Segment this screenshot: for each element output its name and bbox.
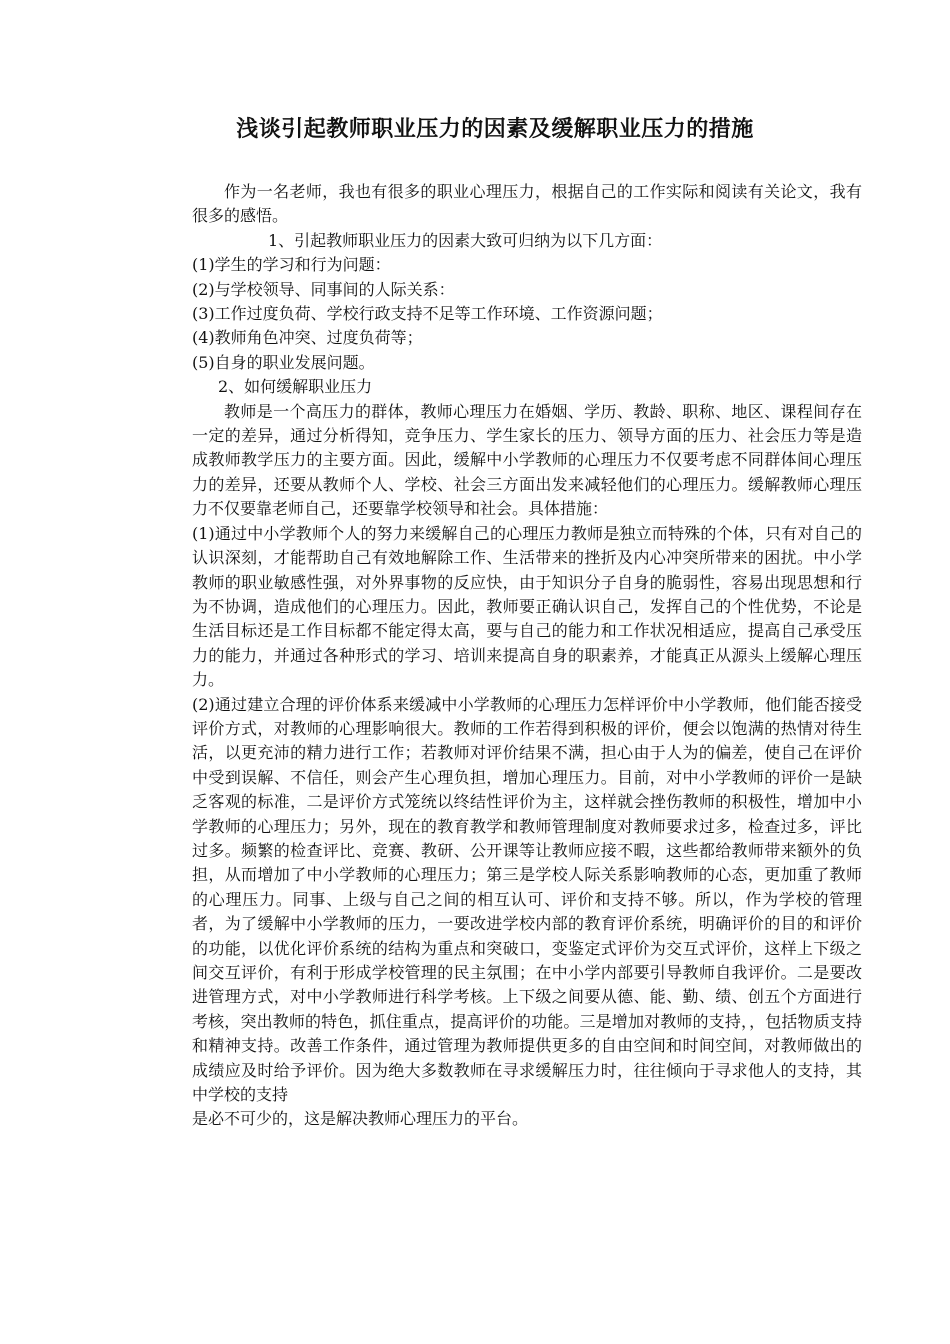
section1-heading: 1、引起教师职业压力的因素大致可归纳为以下几方面： [268, 230, 663, 250]
factor-item-4: (4)教师角色冲突、过度负荷等； [192, 328, 423, 348]
closing-line: 是必不可少的，这是解决教师心理压力的平台。 [192, 1109, 529, 1129]
section2-heading: 2、如何缓解职业压力 [218, 377, 373, 397]
factor-item-1: (1)学生的学习和行为问题： [192, 255, 391, 275]
section2-intro-paragraph: 教师是一个高压力的群体，教师心理压力在婚姻、学历、教龄、职称、地区、课程间存在一定的差异，通过分析得知，竞争压力、学生家长的压力、领导方面的压力、社会压力等是造成教师教学压力的主要方面。因此，缓解中小学教师的心理压力不仅要考虑不同群体间心理压力的差异，还要从教师个人、学校、社会三方面出发来减轻他们的心理压力。缓解教师心理压力不仅要靠老师自己，还要靠学校领导和社会。具体措施： [192, 401, 862, 519]
measure-1-paragraph: (1)通过中小学教师个人的努力来缓解自己的心理压力教师是独立而特殊的个体，只有对自己的认识深刻，才能帮助自己有效地解除工作、生活带来的挫折及内心冲突所带来的困扰。中小学教师的职业敏感性强，对外界事物的反应快，由于知识分子自身的脆弱性，容易出现思想和行为不协调，造成他们的心理压力。因此，教师要正确认识自己，发挥自己的个性优势，不论是生活目标还是工作目标都不能定得太高，要与自己的能力和工作状况相适应，提高自己承受压力的能力，并通过各种形式的学习、培训来提高自身的职素养，才能真正从源头上缓解心理压力。 [192, 523, 862, 690]
intro-paragraph: 作为一名老师，我也有很多的职业心理压力，根据自己的工作实际和阅读有关论文，我有很多的感悟。 [192, 182, 862, 226]
measure-2-paragraph: (2)通过建立合理的评价体系来缓减中小学教师的心理压力怎样评价中小学教师，他们能否接受评价方式，对教师的心理影响很大。教师的工作若得到积极的评价，便会以饱满的热情对待生活，以更充沛的精力进行工作；若教师对评价结果不满，担心由于人为的偏差，使自己在评价中受到误解、不信任，则会产生心理负担，增加心理压力。目前，对中小学教师的评价一是缺乏客观的标准，二是评价方式笼统以终结性评价为主，这样就会挫伤教师的积极性，增加中小学教师的心理压力；另外，现在的教育教学和教师管理制度对教师要求过多，检查过多，评比过多。频繁的检查评比、竞赛、教研、公开课等让教师应接不暇，这些都给教师带来额外的负担，从而增加了中小学教师的心理压力；第三是学校人际关系影响教师的心态，更加重了教师的心理压力。同事、上级与自己之间的相互认可、评价和支持不够。所以，作为学校的管理者，为了缓解中小学教师的压力，一要改进学校内部的教育评价系统，明确评价的目的和评价的功能，以优化评价系统的结构为重点和突破口，变鉴定式评价为交互式评价，这样上下级之间交互评价，有利于形成学校管理的民主氛围；在中小学内部要引导教师自我评价。二是要改进管理方式，对中小学教师进行科学考核。上下级之间要从德、能、勤、绩、创五个方面进行考核，突出教师的特色，抓住重点，提高评价的功能。三是增加对教师的支持，，包括物质支持和精神支持。改善工作条件，通过管理为教师提供更多的自由空间和时间空间，对教师做出的成绩应及时给予评价。因为绝大多数教师在寻求缓解压力时，往往倾向于寻求他人的支持，其中学校的支持 [192, 694, 862, 1105]
factor-item-3: (3)工作过度负荷、学校行政支持不足等工作环境、工作资源问题； [192, 304, 663, 324]
factor-item-2: (2)与学校领导、同事间的人际关系： [192, 279, 455, 299]
document-body [192, 180, 862, 1132]
factor-item-5: (5)自身的职业发展问题。 [192, 352, 375, 372]
document-title: 浅谈引起教师职业压力的因素及缓解职业压力的措施 [236, 116, 754, 142]
